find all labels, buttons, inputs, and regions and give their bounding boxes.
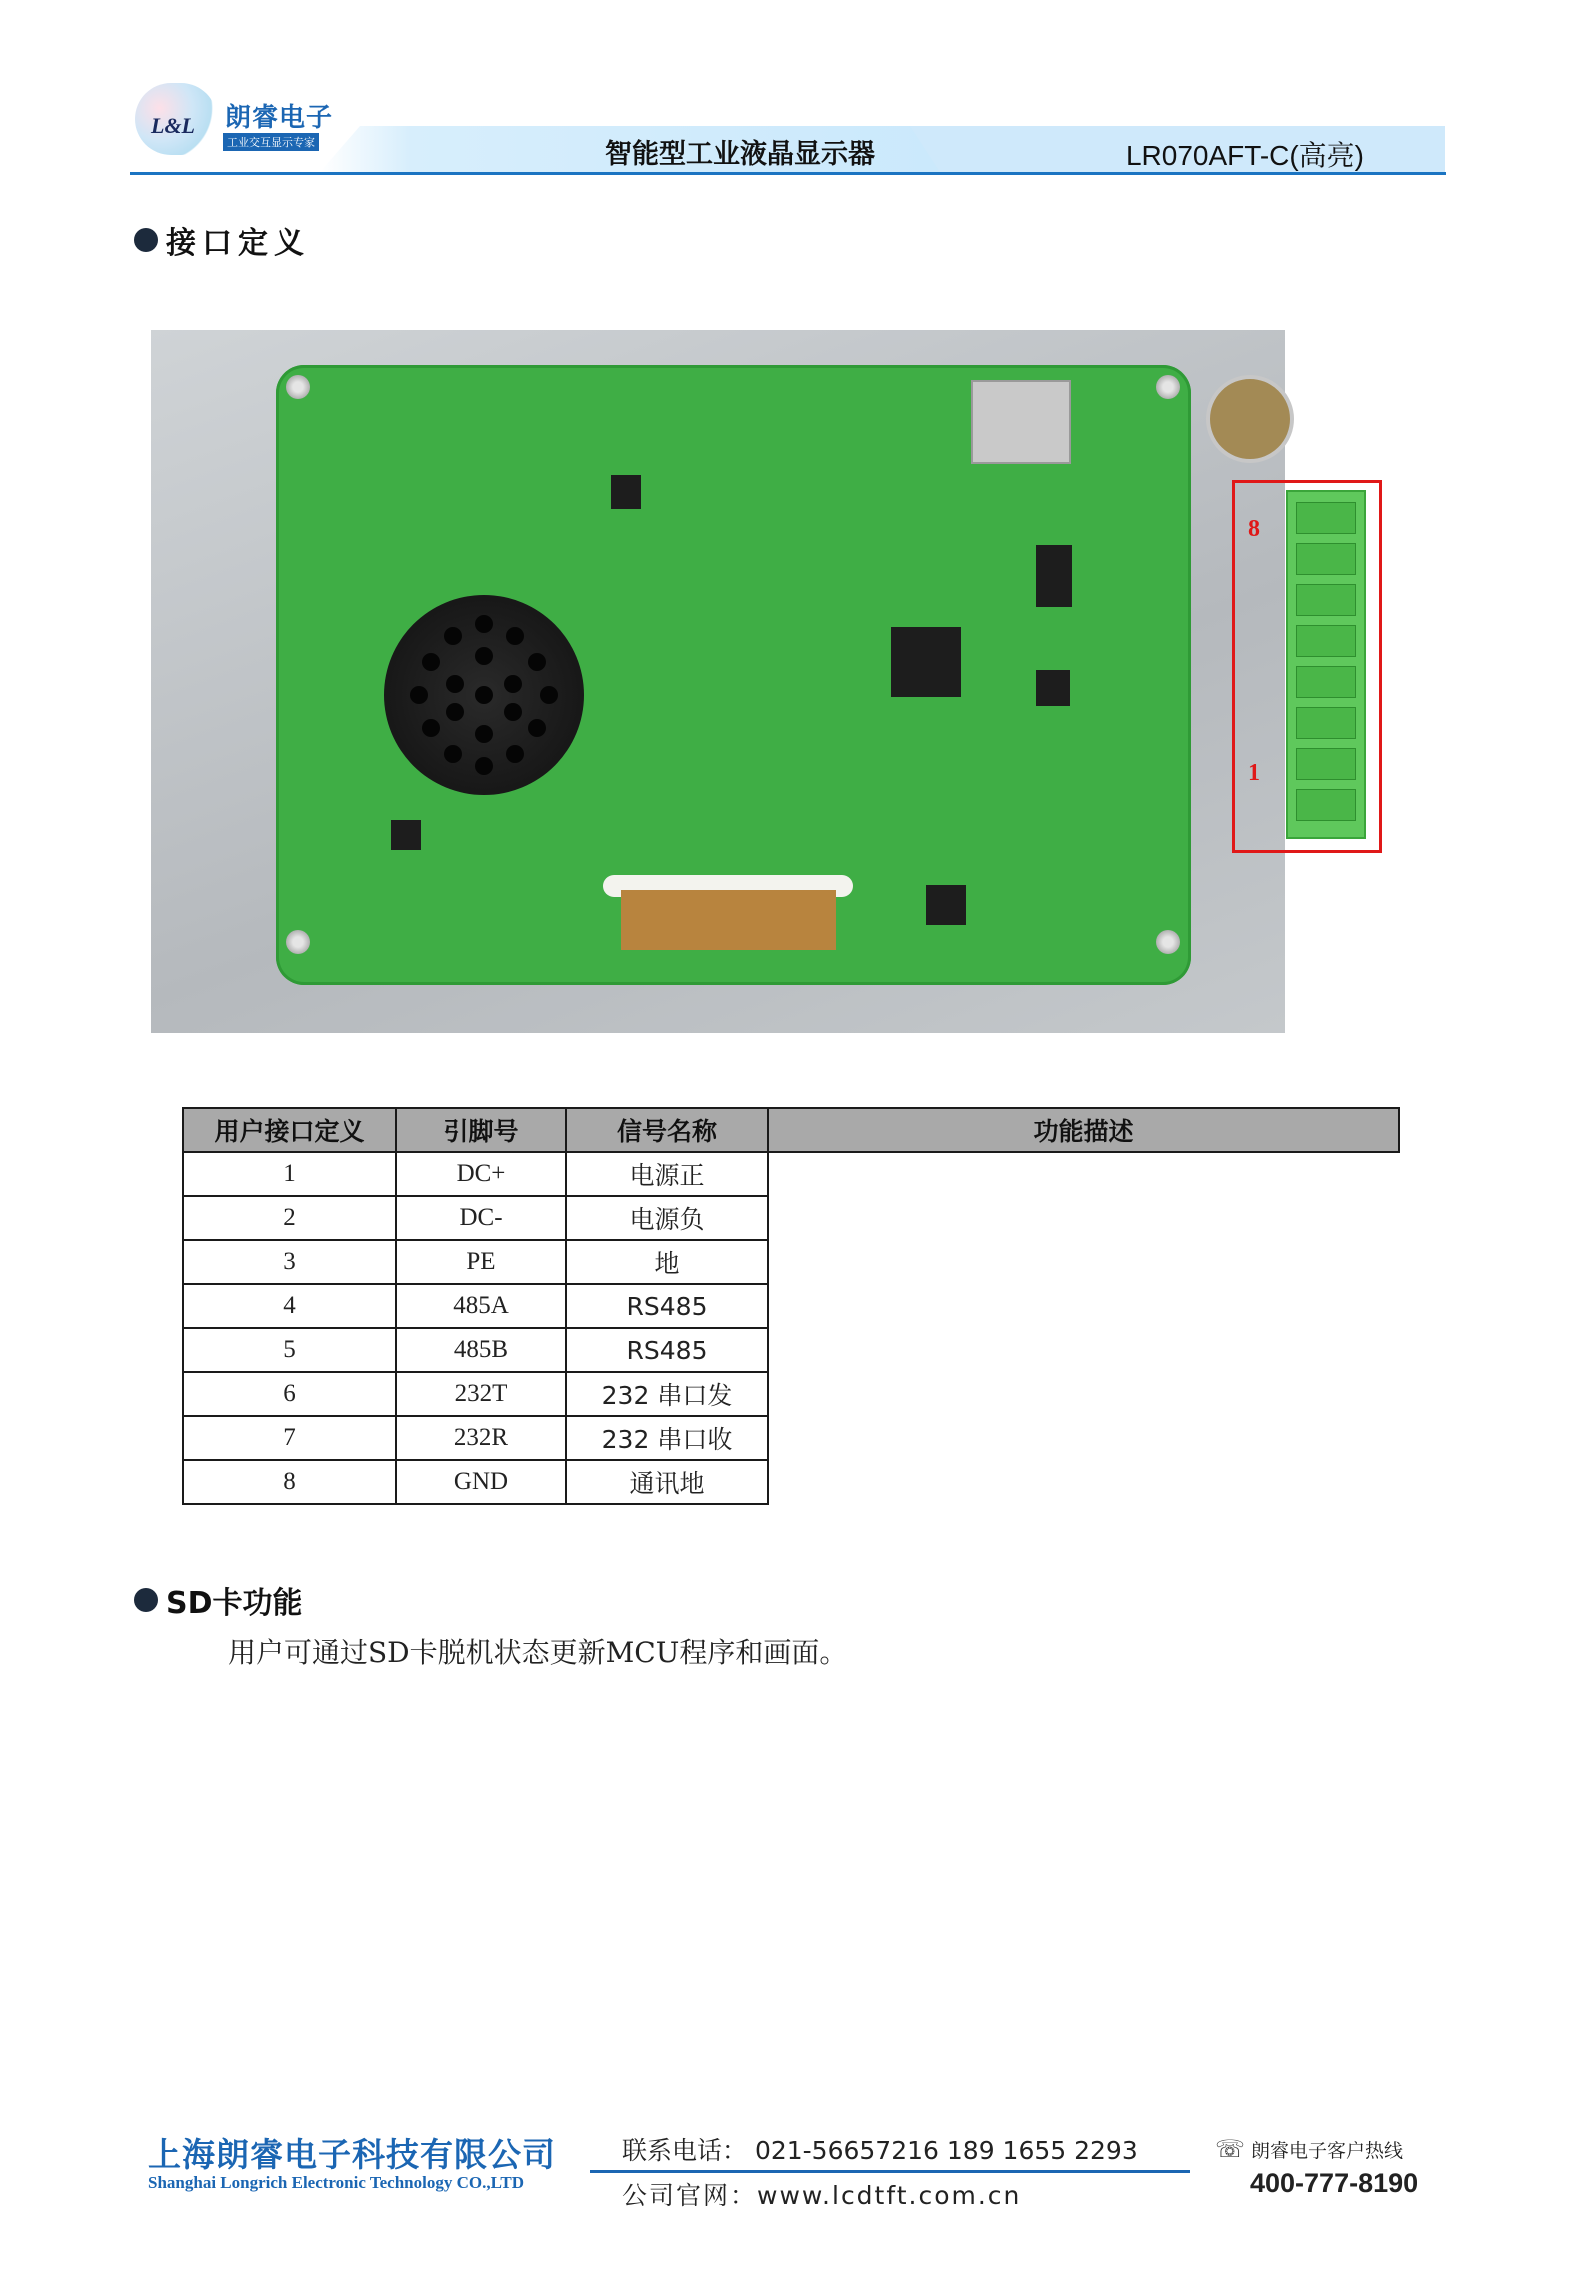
footer-company-en: Shanghai Longrich Electronic Technology CO.,LTD bbox=[148, 2173, 524, 2192]
pin-cell: 8 bbox=[183, 1460, 396, 1504]
sd-description: 用户可通过SD卡脱机状态更新MCU程序和画面。 bbox=[228, 1636, 848, 1669]
speaker-hole bbox=[540, 686, 558, 704]
footer-hotline-label: ☏ 朗睿电子客户热线 bbox=[1215, 2135, 1404, 2163]
footer-company-cn: 上海朗睿电子科技有限公司 bbox=[148, 2135, 556, 2174]
coin-battery bbox=[1206, 375, 1294, 463]
header-divider bbox=[130, 172, 1446, 175]
bullet-icon bbox=[134, 228, 158, 252]
pin-definition-table bbox=[182, 1107, 1400, 1505]
signal-cell: DC- bbox=[396, 1196, 566, 1240]
speaker-hole bbox=[475, 647, 493, 665]
col-header-pin: 引脚号 bbox=[396, 1108, 566, 1152]
table-row bbox=[183, 1372, 1399, 1416]
company-logo bbox=[135, 75, 345, 155]
phone-icon: ☏ bbox=[1215, 2135, 1246, 2163]
footer-divider bbox=[590, 2170, 1190, 2173]
signal-cell: DC+ bbox=[396, 1152, 566, 1196]
speaker-hole bbox=[528, 653, 546, 671]
table-row bbox=[183, 1196, 1399, 1240]
signal-cell: 485A bbox=[396, 1284, 566, 1328]
screw bbox=[286, 930, 310, 954]
bullet-icon bbox=[134, 1588, 158, 1612]
cpu-chip bbox=[891, 627, 961, 697]
ic-chip bbox=[611, 475, 641, 509]
speaker-hole bbox=[446, 703, 464, 721]
col-header-signal: 信号名称 bbox=[566, 1108, 768, 1152]
pin-cell: 5 bbox=[183, 1328, 396, 1372]
ic-chip bbox=[1036, 545, 1072, 607]
speaker-hole bbox=[422, 719, 440, 737]
speaker-hole bbox=[446, 675, 464, 693]
pin-label-8: 8 bbox=[1248, 516, 1260, 542]
speaker-hole bbox=[504, 703, 522, 721]
speaker-hole bbox=[422, 653, 440, 671]
speaker bbox=[384, 595, 584, 795]
ic-chip bbox=[1036, 670, 1070, 706]
speaker-hole bbox=[410, 686, 428, 704]
desc-cell: RS485 bbox=[566, 1284, 768, 1328]
pin-cell: 7 bbox=[183, 1416, 396, 1460]
screw bbox=[1156, 375, 1180, 399]
pin-cell: 4 bbox=[183, 1284, 396, 1328]
table-row bbox=[183, 1416, 1399, 1460]
speaker-hole bbox=[475, 686, 493, 704]
speaker-hole bbox=[504, 675, 522, 693]
product-model: LR070AFT-C(高亮) bbox=[1125, 140, 1365, 171]
section-heading-sd: SD卡功能 bbox=[134, 1578, 303, 1622]
speaker-hole bbox=[475, 615, 493, 633]
desc-cell: RS485 bbox=[566, 1328, 768, 1372]
footer-hotline-number: 400-777-8190 bbox=[1250, 2168, 1419, 2198]
speaker-hole bbox=[506, 745, 524, 763]
table-row bbox=[183, 1284, 1399, 1328]
section-heading-interface: 接口定义 bbox=[134, 218, 310, 262]
signal-cell: 232R bbox=[396, 1416, 566, 1460]
ic-chip bbox=[391, 820, 421, 850]
speaker-hole bbox=[444, 627, 462, 645]
desc-cell: 232 串口收 bbox=[566, 1416, 768, 1460]
pin-cell: 1 bbox=[183, 1152, 396, 1196]
speaker-hole bbox=[475, 757, 493, 775]
desc-cell: 通讯地 bbox=[566, 1460, 768, 1504]
speaker-hole bbox=[444, 745, 462, 763]
footer-website: 公司官网：www.lcdtft.com.cn bbox=[622, 2181, 1022, 2210]
table-row bbox=[183, 1328, 1399, 1372]
logo-slogan: 工业交互显示专家 bbox=[223, 133, 319, 151]
speaker-hole bbox=[475, 725, 493, 743]
signal-cell: 232T bbox=[396, 1372, 566, 1416]
board-photo bbox=[151, 330, 1285, 1033]
speaker-hole bbox=[528, 719, 546, 737]
signal-cell: 485B bbox=[396, 1328, 566, 1372]
signal-cell: GND bbox=[396, 1460, 566, 1504]
document-title: 智能型工业液晶显示器 bbox=[605, 139, 875, 170]
table-row bbox=[183, 1240, 1399, 1284]
signal-cell: PE bbox=[396, 1240, 566, 1284]
table-header-row bbox=[183, 1108, 1399, 1152]
screw bbox=[1156, 930, 1180, 954]
footer-phone: 联系电话： 021-56657216 189 1655 2293 bbox=[622, 2136, 1138, 2165]
logo-company-name: 朗睿电子 bbox=[225, 103, 334, 133]
col-header-desc: 功能描述 bbox=[768, 1108, 1399, 1152]
ic-chip bbox=[926, 885, 966, 925]
speaker-hole bbox=[506, 627, 524, 645]
pin-cell: 3 bbox=[183, 1240, 396, 1284]
screw bbox=[286, 375, 310, 399]
desc-cell: 地 bbox=[566, 1240, 768, 1284]
logo-mark: L&L bbox=[135, 83, 217, 155]
table-row bbox=[183, 1460, 1399, 1504]
desc-cell: 电源负 bbox=[566, 1196, 768, 1240]
pin-label-1: 1 bbox=[1248, 760, 1260, 786]
ffc-cable bbox=[621, 890, 836, 950]
table-row bbox=[183, 1152, 1399, 1196]
pin-cell: 2 bbox=[183, 1196, 396, 1240]
desc-cell: 232 串口发 bbox=[566, 1372, 768, 1416]
pin-cell: 6 bbox=[183, 1372, 396, 1416]
desc-cell: 电源正 bbox=[566, 1152, 768, 1196]
table-group-label: 用户接口定义 bbox=[183, 1108, 396, 1152]
sd-card-slot bbox=[971, 380, 1071, 464]
